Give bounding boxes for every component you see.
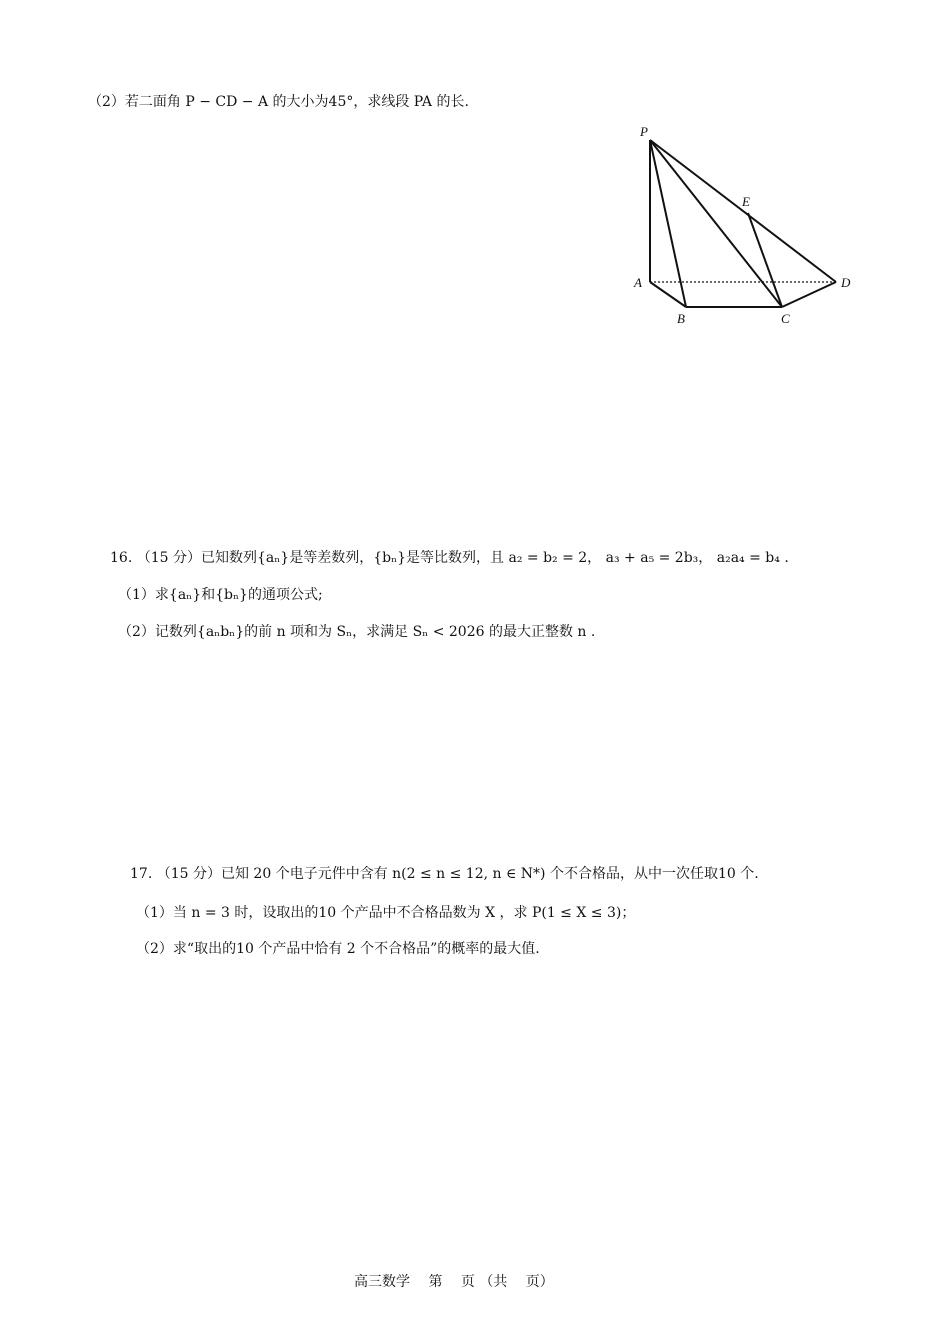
edge-CD [782,282,836,307]
q17-part1: （1）当 n = 3 时，设取出的10 个产品中不合格品数为 X ，求 P(1 ≤ X ≤ 3)； [136,905,636,921]
q16-part1: （1）求{aₙ}和{bₙ}的通项公式; [118,587,323,603]
edge-PD [650,140,836,282]
pyramid-figure [0,0,950,400]
q16-stem: 16. （15 分）已知数列{aₙ}是等差数列，{bₙ}是等比数列，且 a₂ = b₂ = 2， a₃ + a₅ = 2b₃， a₂a₄ = b₄ . [110,550,789,566]
q17-stem: 17. （15 分）已知 20 个电子元件中含有 n(2 ≤ n ≤ 12, n ∈ N*) 个不合格品，从中一次任取10 个. [130,866,759,882]
label-E: E [742,194,750,209]
label-A: A [634,275,642,290]
page-footer: 高三数学 第 页 （共 页） [354,1274,554,1290]
q17-part2: （2）求“取出的10 个产品中恰有 2 个不合格品”的概率的最大值. [136,941,540,957]
q16-part2: （2）记数列{aₙbₙ}的前 n 项和为 Sₙ，求满足 Sₙ < 2026 的最大正整数 n . [118,624,596,640]
label-C: C [781,311,790,326]
label-D: D [841,275,851,290]
figure-edges [650,140,836,307]
label-P: P [640,124,648,139]
q15-part2: （2）若二面角 P − CD − A 的大小为45°，求线段 PA 的长. [88,94,469,110]
label-B: B [677,311,685,326]
